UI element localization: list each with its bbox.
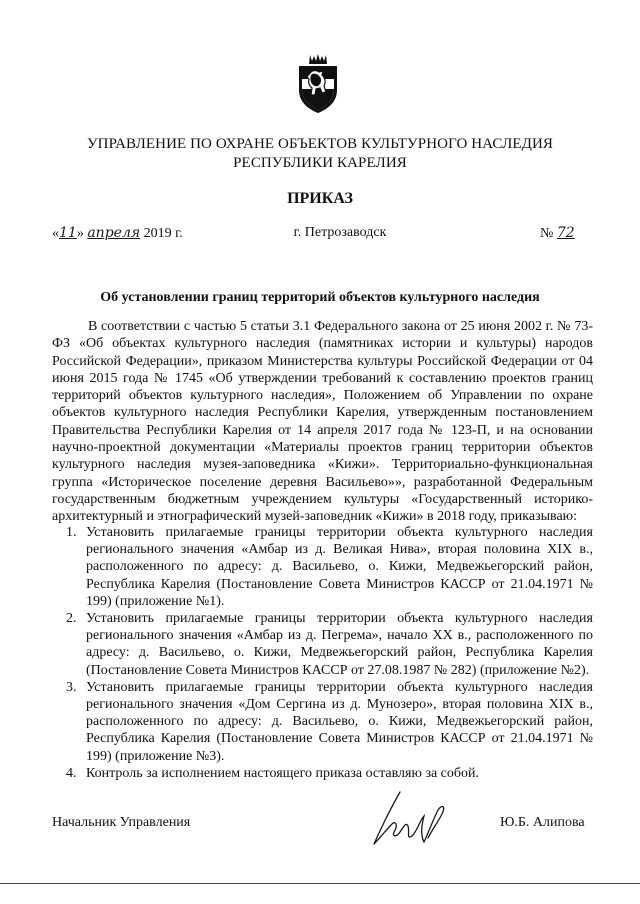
item-text: Установить прилагаемые границы территории объекта культурного наследия регионального значения «Дом Сергина из д. Мунозеро», вторая половина XIX в., расположенного по адресу: д. Васильево, о. Кижи, Медвежьегорский район, Республика Карелия (Постановление Совета Министров КАССР от 21.04.1971 № 199) (приложение №3). (86, 679, 593, 764)
quote-close: » (76, 226, 84, 241)
list-item (52, 679, 593, 765)
document-type-title: ПРИКАЗ (287, 190, 353, 207)
order-year: 2019 г. (143, 226, 183, 241)
order-items-list (52, 524, 593, 782)
signatory-title: Начальник Управления (52, 815, 191, 830)
item-number: 1. (66, 525, 77, 540)
issuing-authority (40, 135, 600, 173)
item-number: 4. (66, 765, 77, 781)
item-number: 2. (66, 611, 77, 627)
list-item (52, 610, 593, 679)
order-day: 11 (59, 225, 77, 241)
quote-open: « (52, 226, 59, 241)
bottom-divider (0, 883, 640, 884)
signatory-name: Ю.Б. Алипова (500, 815, 585, 830)
handwritten-signature (362, 786, 466, 852)
item-text: Установить прилагаемые границы территории объекта культурного наследия регионального значения «Амбар из д. Пегрема», начало XX в., расположенного по адресу: д. Васильево, о. Кижи, Медвежьегорский район, Республика Карелия (Постановление Совета Министров КАССР от 27.08.1987 № 282) (приложение №2). (86, 611, 593, 678)
list-item (52, 765, 593, 782)
order-subject: Об установлении границ территорий объектов культурного наследия (100, 290, 540, 305)
item-text: Установить прилагаемые границы территории объекта культурного наследия регионального значения «Амбар из д. Великая Нива», вторая половина XIX в., расположенного по адресу: д. Васильево, о. Кижи, Медвежьегорский район, Республика Карелия (Постановление Совета Министров КАССР от 21.04.1971 № 199) (приложение №1). (86, 525, 593, 609)
number-label: № (540, 226, 554, 241)
order-city: г. Петрозаводск (293, 225, 387, 240)
item-number: 3. (66, 679, 77, 695)
order-month: апреля (87, 225, 141, 241)
org-name-line-1: УПРАВЛЕНИЕ ПО ОХРАНЕ ОБЪЕКТОВ КУЛЬТУРНОГО НАСЛЕДИЯ (86, 136, 554, 152)
karelia-coat-of-arms-icon (296, 52, 340, 114)
org-name-line-2: РЕСПУБЛИКИ КАРЕЛИЯ (233, 155, 407, 171)
order-date (52, 224, 183, 243)
item-text: Контроль за исполнением настоящего приказа оставляю за собой. (86, 765, 480, 781)
list-item (52, 524, 593, 610)
preamble-paragraph: В соответствии с частью 5 статьи 3.1 Федерального закона от 25 июня 2002 г. № 73-ФЗ «Об объектах культурного наследия (памятниках истории и культуры) народов Российской Федерации», приказом Министерства культуры Российской Федерации от 04 июня 2015 года № 1745 «Об утверждении требований к составлению проектов границ территорий объектов культурного наследия», Положением об Управлении по охране объектов культурного наследия Республики Карелия, утвержденным постановлением Правительства Республики Карелия от 14 апреля 2017 года № 123-П, и на основании научно-проектной документации «Материалы проектов границ территории объектов культурного наследия музея-заповедника «Кижи». Территориально-функциональная группа «Историческое поселение деревня Васильево»», разработанной Федеральным государственным бюджетным учреждением культуры «Государственный историко-архитектурный и этнографический музей-заповедник «Кижи» в 2018 году, приказываю: (52, 319, 593, 525)
order-number (540, 224, 575, 243)
number-value: 72 (556, 225, 575, 241)
